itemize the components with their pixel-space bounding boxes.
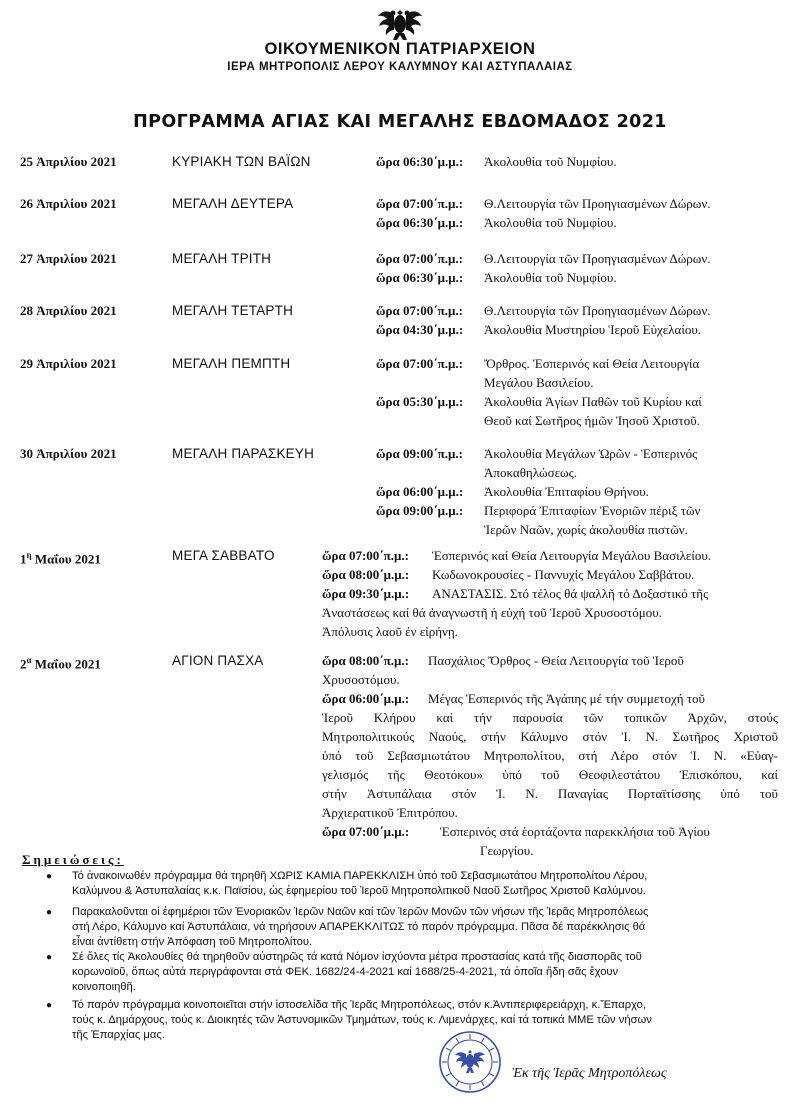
service-description-continued: Χρυσοστόμου. bbox=[322, 672, 400, 687]
double-headed-eagle-icon bbox=[376, 6, 424, 42]
day-date: 29 Ἀπριλίου 2021 bbox=[20, 356, 117, 371]
service-description: Θ.Λειτουργία τῶν Προηγιασμένων Δώρων. bbox=[484, 303, 711, 318]
day-date: 26 Ἀπριλίου 2021 bbox=[20, 196, 117, 211]
service-description: Θ.Λειτουργία τῶν Προηγιασμένων Δώρων. bbox=[484, 251, 711, 266]
service-time: ὥρα 08:00΄μ.μ.: bbox=[322, 567, 410, 582]
service-description: Ἑσπερινός στά ἑορτάζοντα παρεκκλήσια τοῦ Ἁγίου Γεωργίου. bbox=[440, 824, 710, 858]
day-name: ΑΓΙΟΝ ΠΑΣΧΑ bbox=[172, 653, 264, 668]
service-description: Ἀκολουθία Ἁγίων Παθῶν τοῦ Κυρίου καί Θεοῦ καί Σωτῆρος ἡμῶν Ἰησοῦ Χριστοῦ. bbox=[484, 394, 702, 428]
day-name: ΜΕΓΑΛΗ ΔΕΥΤΕΡΑ bbox=[172, 196, 294, 211]
bullet-icon: ● bbox=[46, 871, 53, 882]
day-date: $2^\alpha$ Μαΐου 2021 bbox=[20, 655, 101, 672]
service-description-continued: Ἀναστάσεως καί θά ἀναγνωστῆ ἡ εὐχή τοῦ Ἱεροῦ Χρυσοστόμου. Ἀπόλυσις λαοῦ ἐν εἰρήνῃ. bbox=[322, 605, 662, 639]
service-description-continued: Ἱεροῦ Κλήρου καί τήν παρουσία τῶν τοπικῶν Ἀρχῶν, στούς Μητροπολιτικούς Ναούς, στήν Κάλυμνο στόν Ἱ. Ν. Σωτῆρος Χριστοῦ ὑπό τοῦ Σεβασμιωτάτου Μητροπολίτου, στή Λέρο στόν Ἱ. Ν. «Εὐαγ- γελισμός τῆς Θεοτόκου» ὑπό τοῦ Θεοφιλεστάτου Ἐπισκόπου, καί στήν Ἀστυπάλαια στόν Ἱ. Ν. Παναγίας Πορταϊτίσσης ὑπό τοῦ Ἀρχιερατικοῦ Ἐπιτρόπου. bbox=[322, 710, 778, 820]
service-time: ὥρα 07:00΄π.μ.: bbox=[376, 356, 463, 371]
service-time: ὥρα 07:00΄μ.μ.: bbox=[322, 824, 410, 839]
service-description: Ἀκολουθία τοῦ Νυμφίου. bbox=[484, 154, 617, 169]
day-date: 27 Ἀπριλίου 2021 bbox=[20, 251, 117, 266]
day-name: ΚΥΡΙΑΚΗ ΤΩΝ ΒΑΪΩΝ bbox=[172, 154, 311, 169]
service-time: ὥρα 06:30΄μ.μ.: bbox=[376, 154, 464, 169]
page-title: ΠΡΟΓΡΑΜΜΑ ΑΓΙΑΣ ΚΑΙ ΜΕΓΑΛΗΣ ΕΒΔΟΜΑΔΟΣ 2021 bbox=[133, 112, 667, 132]
service-description: Ἀκολουθία τοῦ Νυμφίου. bbox=[484, 270, 617, 285]
service-time: ὥρα 04:30΄μ.μ.: bbox=[376, 322, 464, 337]
service-description: Ἀκολουθία τοῦ Νυμφίου. bbox=[484, 215, 617, 230]
service-description: Ἑσπερινός καί Θεία Λειτουργία Μεγάλου Βασιλείου. bbox=[432, 548, 712, 563]
service-time: ὥρα 08:00΄π.μ.: bbox=[322, 653, 409, 668]
service-time: ὥρα 07:00΄π.μ.: bbox=[322, 548, 409, 563]
day-name: ΜΕΓΑ ΣΑΒΒΑΤΟ bbox=[172, 548, 275, 563]
service-description: Περιφορά Ἐπιταφίων Ἐνοριῶν πέριξ τῶν Ἱερῶν Ναῶν, χωρίς ἀκολουθία πιστῶν. bbox=[484, 503, 701, 537]
service-time: ὥρα 05:30΄μ.μ.: bbox=[376, 394, 464, 409]
day-name: ΜΕΓΑΛΗ ΤΡΙΤΗ bbox=[172, 251, 272, 266]
metropolis-name: ΙΕΡΑ ΜΗΤΡΟΠΟΛΙΣ ΛΕΡΟΥ ΚΑΛΥΜΝΟΥ ΚΑΙ ΑΣΤΥΠΑΛΑΙΑΣ bbox=[227, 61, 573, 73]
service-time: ὥρα 09:30΄μ.μ.: bbox=[322, 586, 410, 601]
day-name: ΜΕΓΑΛΗ ΠΕΜΠΤΗ bbox=[172, 356, 291, 371]
service-description: Πασχάλιος Ὄρθρος - Θεία Λειτουργία τοῦ Ἱεροῦ bbox=[428, 653, 684, 668]
bullet-icon: ● bbox=[46, 907, 53, 918]
day-date: $1^\eta$ Μαΐου 2021 bbox=[20, 550, 101, 567]
notes-title: Σημειώσεις: bbox=[22, 852, 124, 867]
day-name: ΜΕΓΑΛΗ ΠΑΡΑΣΚΕΥΗ bbox=[172, 446, 315, 461]
day-date: 28 Ἀπριλίου 2021 bbox=[20, 303, 117, 318]
metropolis-seal-icon bbox=[438, 1030, 502, 1094]
service-time: ὥρα 06:30΄μ.μ.: bbox=[376, 215, 464, 230]
service-description: Ἀκολουθία Ἐπιταφίου Θρήνου. bbox=[484, 484, 649, 499]
note-text: Παρακαλοῦνται οἱ ἐφημέριοι τῶν Ἐνοριακῶν Ἱερῶν Ναῶν καί τῶν Ἱερῶν Μονῶν τῶν νήσων τῆς Ἱερᾶς Μητροπόλεως στή Λέρο, Κάλυμνο καί Ἀστυπάλαια, νά τηρήσουν ΑΠΑΡΕΚΚΛΙΤΩΣ τό παρόν πρόγραμμα. Πᾶσα δέ παρέκκλησις θά εἶναι ἀντίθετη στήν Ἀπόφαση τοῦ Μητροπολίτου. bbox=[72, 906, 649, 948]
service-description: Κωδωνοκρουσίες - Παννυχίς Μεγάλου Σαββάτου. bbox=[432, 567, 695, 582]
bullet-icon: ● bbox=[46, 1000, 53, 1011]
service-time: ὥρα 07:00΄π.μ.: bbox=[376, 196, 463, 211]
service-description: Ἀκολουθία Μυστηρίου Ἱεροῦ Εὐχελαίου. bbox=[484, 322, 702, 337]
day-date: 30 Ἀπριλίου 2021 bbox=[20, 446, 117, 461]
service-time: ὥρα 06:00΄μ.μ.: bbox=[376, 484, 464, 499]
service-time: ὥρα 06:00΄μ.μ.: bbox=[322, 691, 410, 706]
service-description: Ἀκολουθία Μεγάλων Ὡρῶν - Ἑσπερινός Ἀποκαθηλώσεως. bbox=[484, 446, 698, 480]
service-time: ὥρα 09:00΄π.μ.: bbox=[376, 446, 463, 461]
bullet-icon: ● bbox=[46, 952, 53, 963]
day-name: ΜΕΓΑΛΗ ΤΕΤΑΡΤΗ bbox=[172, 303, 294, 318]
note-text: Τό ἀνακοινωθέν πρόγραμμα θά τηρηθῆ ΧΩΡΙΣ ΚΑΜΙΑ ΠΑΡΕΚΚΛΙΣΗ ὑπό τοῦ Σεβασμιωτάτου Μητροπολίτου Λέρου, Καλύμνου & Ἀστυπαλαίας κ.κ. Παϊσίου, ὡς ἐφημερίου τοῦ Ἱεροῦ Μητροπολιτικοῦ Ναοῦ Σωτῆρος Χριστοῦ Καλύμνου. bbox=[72, 870, 648, 897]
service-time: ὥρα 07:00΄π.μ.: bbox=[376, 303, 463, 318]
note-text: Τό παρόν πρόγραμμα κοινοποιεῖται στήν ἱστοσελίδα τῆς Ἱερᾶς Μητροπόλεως, στόν κ.Ἀντιπεριφερειάρχη, κ.Ἔπαρχο, τούς κ. Δημάρχους, τούς κ. Διοικητές τῶν Ἀστυνομικῶν Τμημάτων, τούς κ. Λιμενάρχες, καί τά τοπικά ΜΜΕ τῶν νήσων τῆς Ἐπαρχίας μας. bbox=[72, 999, 652, 1041]
service-time: ὥρα 07:00΄π.μ.: bbox=[376, 251, 463, 266]
service-description: ΑΝΑΣΤΑΣΙΣ. Στό τέλος θά ψαλλῆ τό Δοξαστικό τῆς bbox=[432, 586, 709, 601]
service-description: Μέγας Ἑσπερινός τῆς Ἀγάπης μέ τήν συμμετοχή τοῦ bbox=[428, 691, 705, 706]
organization-name: ΟΙΚΟΥΜΕΝΙΚΟΝ ΠΑΤΡΙΑΡΧΕΙΟΝ bbox=[264, 40, 536, 58]
service-description: Θ.Λειτουργία τῶν Προηγιασμένων Δώρων. bbox=[484, 196, 711, 211]
signature: Ἐκ τῆς Ἱερᾶς Μητροπόλεως bbox=[512, 1066, 667, 1081]
service-description: Ὄρθρος. Ἑσπερινός καί Θεία Λειτουργία Μεγάλου Βασιλείου. bbox=[484, 356, 700, 390]
service-time: ὥρα 09:00΄μ.μ.: bbox=[376, 503, 464, 518]
service-time: ὥρα 06:30΄μ.μ.: bbox=[376, 270, 464, 285]
day-date: 25 Ἀπριλίου 2021 bbox=[20, 154, 117, 169]
note-text: Σέ ὅλες τίς Ἀκολουθίες θά τηρηθοῦν αὐστηρῶς τά κατά Νόμον ἰσχύοντα μέτρα προστασίας κατά τῆς διασπορᾶς τοῦ κορωνοϊοῦ, ὅπως αὐτά περιγράφονται στά ΦΕΚ. 1682/24-4-2021 καί 1688/25-4-2021, τά ὁποῖα ἤδη σᾶς ἔχουν κοινοποιηθῆ. bbox=[72, 951, 642, 993]
